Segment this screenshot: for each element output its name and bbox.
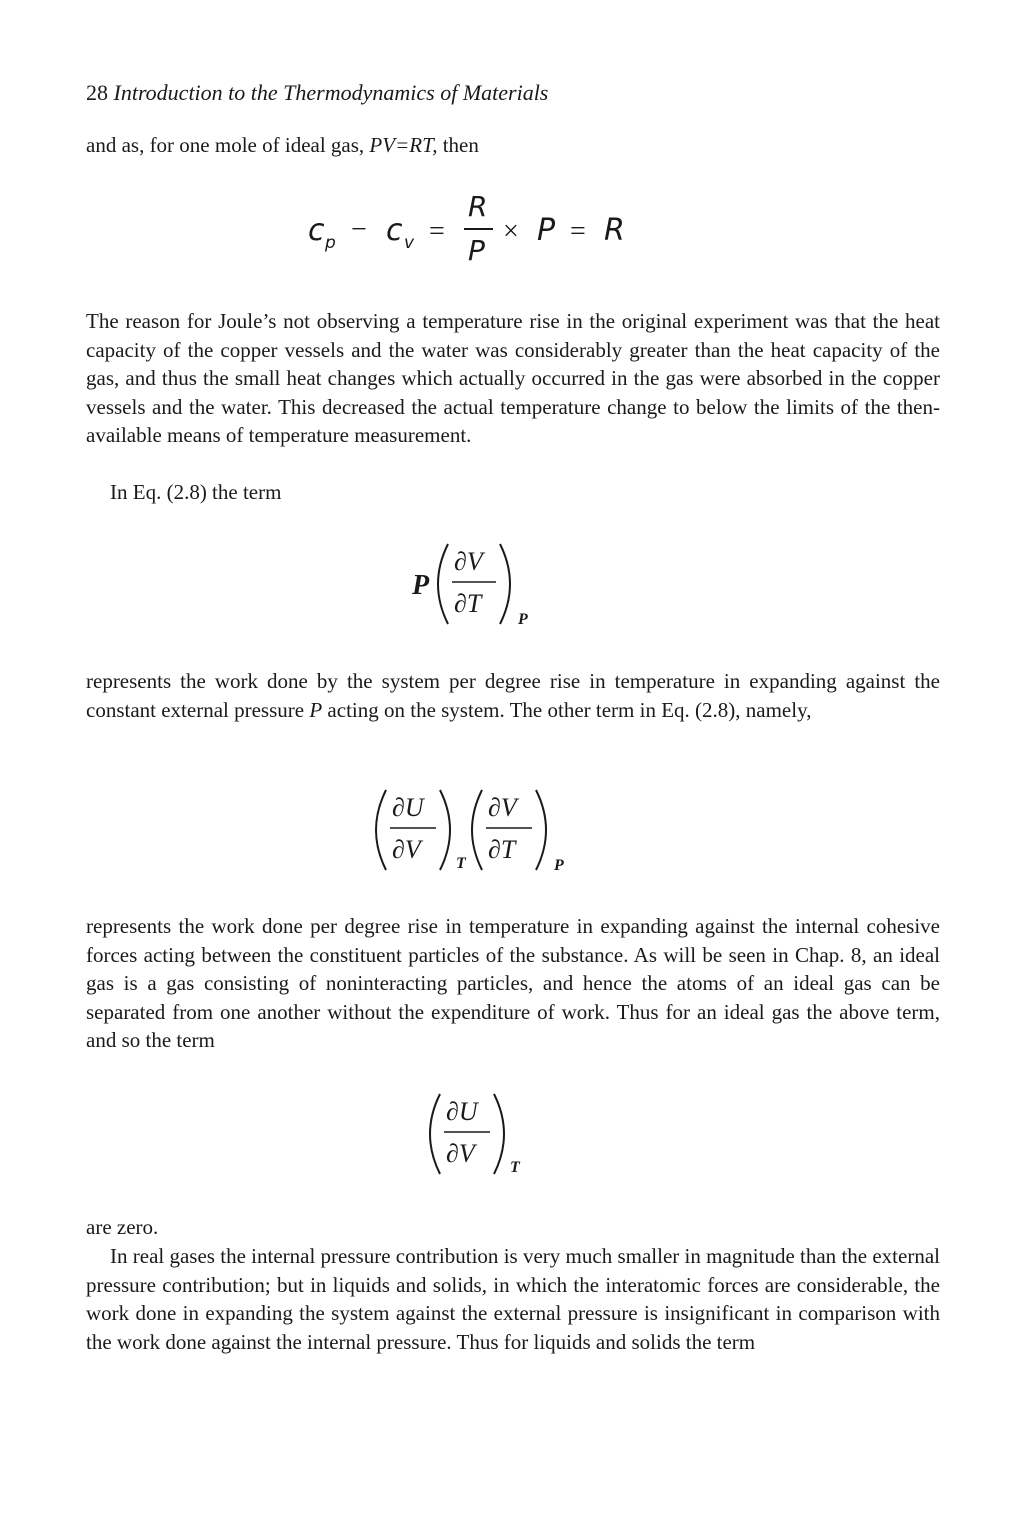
equation-pressure-work-term — [86, 538, 940, 630]
intro-text: and as, for one mole of ideal gas, — [86, 133, 370, 157]
partial-u-numerator: ∂U — [392, 793, 424, 822]
gas-constant-r: R — [604, 213, 625, 248]
cp-subscript: p — [325, 233, 336, 253]
left-paren-2 — [472, 790, 482, 870]
subscript-p: P — [518, 611, 528, 628]
pressure-p: P — [537, 213, 556, 248]
left-paren — [430, 1094, 440, 1174]
paragraph-eq-term-intro — [86, 478, 940, 507]
partial-t-denominator: ∂T — [454, 589, 482, 618]
paragraph-work-by-system — [86, 667, 940, 724]
paragraph-internal-cohesive: represents the work done per degree rise in temperature in expanding against the internal cohesive forces acting between the constituent particles of the substance. As will be seen in Chap. 8, an ideal gas is a gas consisting of noninteracting particles, and hence the atoms of an ideal gas can be separated from one another without the expenditure of work. Thus for an ideal gas the above term, and so the term — [86, 914, 940, 1052]
partial-t-denominator: ∂T — [488, 835, 516, 864]
paragraph-real-gases — [86, 1242, 940, 1356]
real-gases-text: In real gases the internal pressure contribution is very much smaller in magnitude than the external pressure contribution; but in liquids and solids, in which the interatomic forces are considerable, the work done in expanding the system against the external pressure is insignificant in comparison with the work done against the internal pressure. Thus for liquids and solids the term — [86, 1244, 940, 1354]
partial-u-numerator: ∂U — [446, 1097, 478, 1126]
book-title: Introduction to the Thermodynamics of Materials — [113, 80, 549, 105]
external-pressure-var: P — [309, 697, 323, 722]
partial-v-denominator: ∂V — [392, 835, 421, 864]
equation-internal-pressure — [86, 1088, 940, 1180]
minus-sign: − — [351, 214, 367, 245]
right-paren-1 — [440, 790, 450, 870]
partial-v-numerator: ∂V — [454, 547, 483, 576]
equation-internal-work-term — [86, 784, 940, 876]
left-paren-1 — [376, 790, 386, 870]
equation-cp-minus-cv — [86, 188, 940, 268]
right-paren — [500, 544, 510, 624]
equals-sign-2: = — [570, 216, 586, 247]
subscript-p: P — [554, 857, 564, 874]
intro-then: then — [437, 133, 479, 157]
subscript-t: T — [456, 855, 466, 872]
running-header — [86, 78, 548, 108]
eq-term-intro-text: In Eq. (2.8) the term — [110, 480, 282, 504]
cp-symbol: c — [308, 213, 325, 248]
equals-sign-1: = — [429, 216, 445, 247]
right-paren-2 — [536, 790, 546, 870]
paragraph-joule-reason: The reason for Joule’s not observing a temperature rise in the original experiment was that the heat capacity of the copper vessels and the water was considerably greater than the heat capacity of the gas, and thus the small heat changes which actually occurred in the gas were absorbed in the copper vessels and the water. This decreased the actual temperature change to below the limits of the then-available means of temperature measurement. — [86, 309, 940, 447]
paragraph-ideal-gas-intro — [86, 131, 940, 160]
pressure-p: P — [412, 570, 430, 601]
times-sign: × — [503, 216, 519, 247]
work-text-post: acting on the system. The other term in Eq. (2.8), namely, — [322, 697, 812, 722]
fraction-numerator-r: R — [468, 190, 488, 223]
partial-v-denominator: ∂V — [446, 1139, 475, 1168]
fraction-denominator-p: P — [468, 234, 485, 267]
paragraph-are-zero: are zero. — [86, 1215, 159, 1239]
ideal-gas-law: PV=RT, — [369, 133, 438, 157]
book-page — [86, 0, 940, 1536]
work-text-pre: represents the work done by the system per degree rise in temperature in expanding against the constant external pressure — [86, 669, 940, 722]
partial-v-numerator: ∂V — [488, 793, 517, 822]
cv-symbol: c — [386, 213, 403, 248]
cv-subscript: v — [404, 233, 415, 253]
right-paren — [494, 1094, 504, 1174]
subscript-t: T — [510, 1159, 520, 1176]
left-paren — [438, 544, 448, 624]
page-number: 28 — [86, 80, 108, 105]
